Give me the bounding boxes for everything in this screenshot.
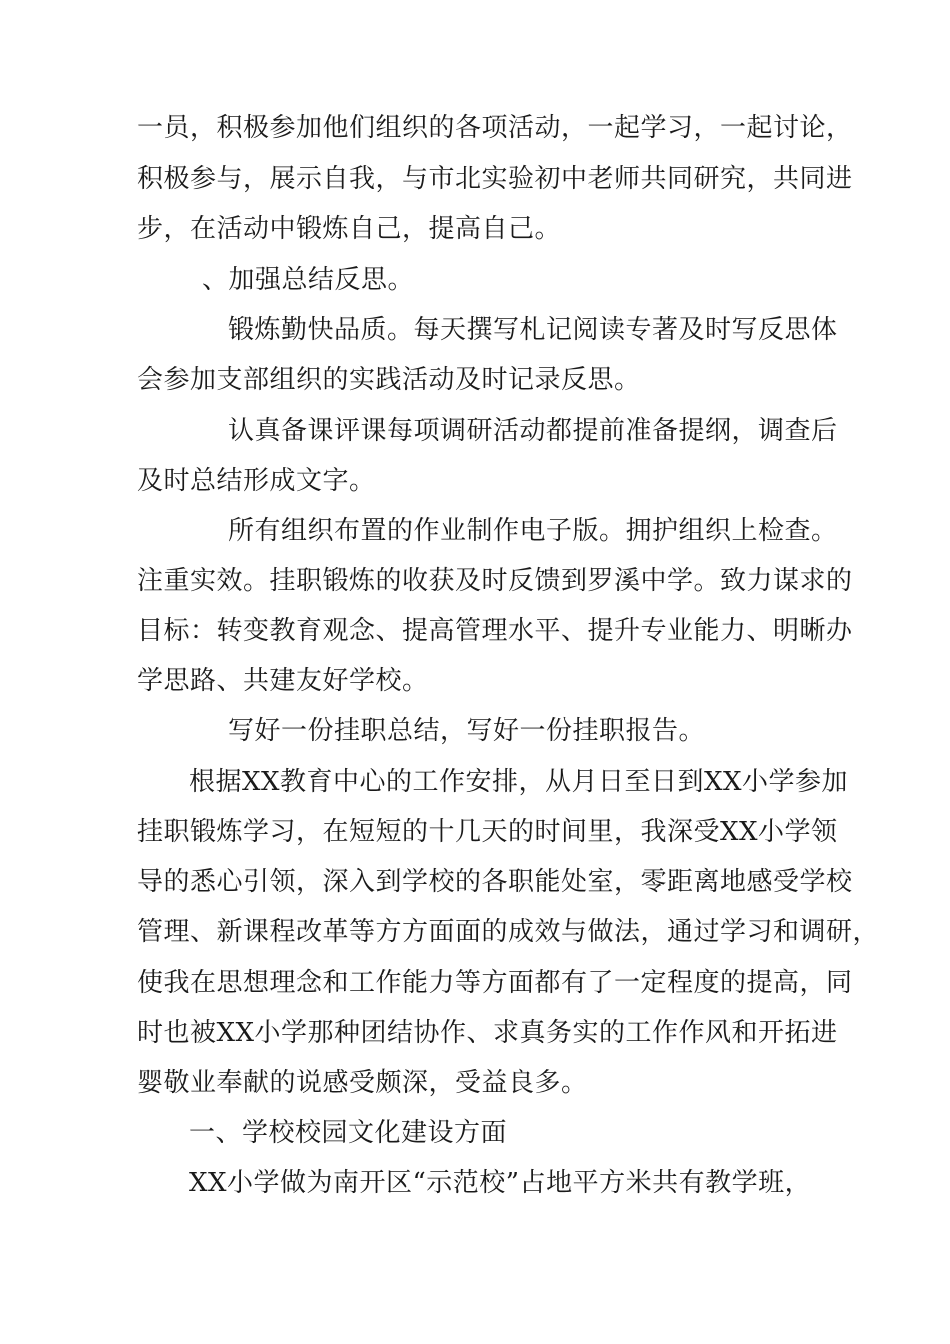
paragraph-line: 会参加支部组织的实践活动及时记录反思。 xyxy=(137,365,641,395)
paragraph-line: 写好一份挂职总结，写好一份挂职报告。 xyxy=(228,716,706,746)
paragraph-line: 时也被XX小学那种团结协作、求真务实的工作作风和开拓进 xyxy=(137,1018,838,1048)
section-heading: 、加强总结反思。 xyxy=(202,265,415,295)
paragraph-line: 管理、新课程改革等方方面面的成效与做法，通过学习和调研， xyxy=(137,917,880,947)
paragraph-line: 挂职锻炼学习，在短短的十几天的时间里，我深受XX小学领 xyxy=(137,817,838,847)
paragraph-line: 目标：转变教育观念、提高管理水平、提升专业能力、明晰办 xyxy=(137,616,853,646)
paragraph-line: 婴敬业奉献的说感受颇深，受益良多。 xyxy=(137,1068,588,1098)
paragraph-line: 锻炼勤快品质。每天撰写札记阅读专著及时写反思体 xyxy=(228,315,838,345)
paragraph-line: 步，在活动中锻炼自己，提高自己。 xyxy=(137,214,562,244)
paragraph-line: 学思路、共建友好学校。 xyxy=(137,666,429,696)
paragraph-line: 导的悉心引领，深入到学校的各职能处室，零距离地感受学校 xyxy=(137,867,853,897)
paragraph-line: 积极参与，展示自我，与市北实验初中老师共同研究，共同进 xyxy=(137,164,853,194)
paragraph-line: 认真备课评课每项调研活动都提前准备提纲，调查后 xyxy=(228,416,838,446)
paragraph-line: 注重实效。挂职锻炼的收获及时反馈到罗溪中学。致力谋求的 xyxy=(137,566,853,596)
paragraph-line: XX小学做为南开区“示范校”占地平方米共有教学班， xyxy=(189,1168,812,1198)
paragraph-line: 及时总结形成文字。 xyxy=(137,466,376,496)
paragraph-line: 一员，积极参加他们组织的各项活动，一起学习，一起讨论， xyxy=(137,113,853,143)
paragraph-line: 所有组织布置的作业制作电子版。拥护组织上检查。 xyxy=(228,516,838,546)
paragraph-line: 根据XX教育中心的工作安排，从月日至日到XX小学参加 xyxy=(189,767,849,797)
section-heading: 一、学校校园文化建设方面 xyxy=(189,1118,508,1148)
paragraph-line: 使我在思想理念和工作能力等方面都有了一定程度的提高，同 xyxy=(137,968,853,998)
